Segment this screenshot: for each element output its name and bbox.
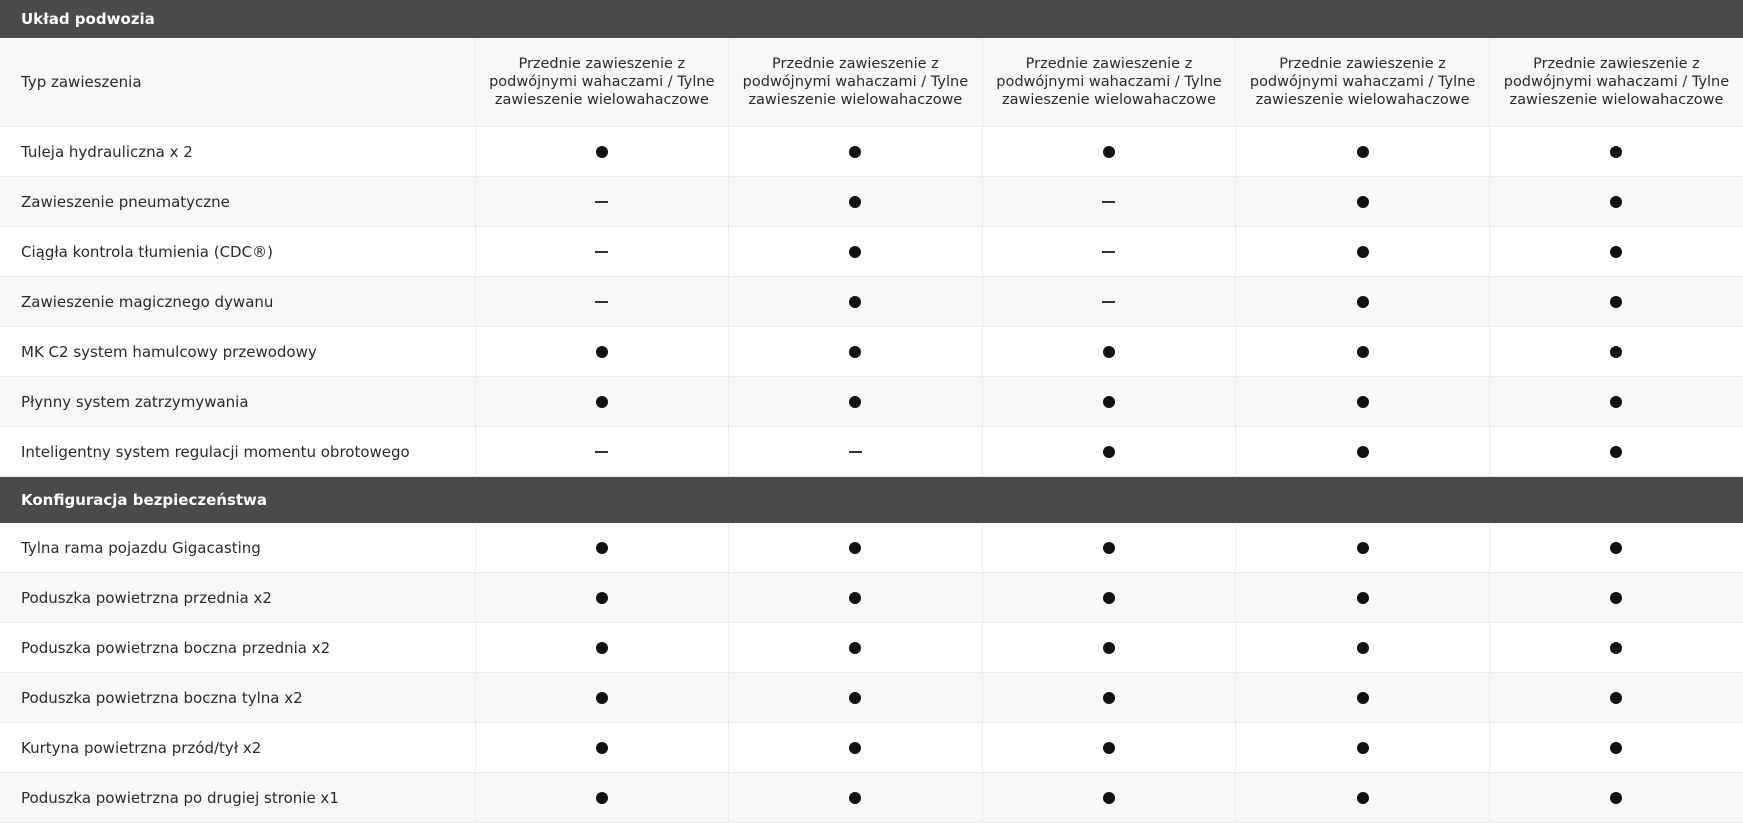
standard-dot-icon xyxy=(1610,146,1622,158)
standard-dot-icon xyxy=(1103,146,1115,158)
availability-cell xyxy=(982,227,1236,277)
availability-cell xyxy=(475,623,729,673)
availability-cell xyxy=(1489,773,1743,823)
availability-cell xyxy=(475,773,729,823)
availability-cell xyxy=(1236,773,1490,823)
standard-dot-icon xyxy=(596,692,608,704)
standard-dot-icon xyxy=(1103,742,1115,754)
availability-cell xyxy=(475,573,729,623)
standard-dot-icon xyxy=(1610,396,1622,408)
row-label: Tuleja hydrauliczna x 2 xyxy=(0,127,475,177)
standard-dot-icon xyxy=(1610,792,1622,804)
table-row xyxy=(0,623,1743,673)
spec-text-cell xyxy=(1236,38,1490,127)
row-label: Kurtyna powietrzna przód/tył x2 xyxy=(0,723,475,773)
spec-text-cell xyxy=(982,38,1236,127)
table-row xyxy=(0,327,1743,377)
availability-cell xyxy=(475,523,729,573)
availability-cell xyxy=(475,127,729,177)
spec-text-cell xyxy=(475,38,729,127)
table-row xyxy=(0,227,1743,277)
standard-dot-icon xyxy=(1357,792,1369,804)
row-label: Zawieszenie magicznego dywanu xyxy=(0,277,475,327)
row-label: MK C2 system hamulcowy przewodowy xyxy=(0,327,475,377)
row-label: Poduszka powietrzna boczna przednia x2 xyxy=(0,623,475,673)
availability-cell xyxy=(1489,573,1743,623)
standard-dot-icon xyxy=(1610,446,1622,458)
not-available-dash-icon xyxy=(595,301,608,303)
availability-cell xyxy=(982,623,1236,673)
row-label: Poduszka powietrzna przednia x2 xyxy=(0,573,475,623)
standard-dot-icon xyxy=(849,346,861,358)
spec-text-cell xyxy=(1489,38,1743,127)
not-available-dash-icon xyxy=(595,201,608,203)
availability-cell xyxy=(475,327,729,377)
standard-dot-icon xyxy=(1610,542,1622,554)
availability-cell xyxy=(1236,227,1490,277)
standard-dot-icon xyxy=(1357,346,1369,358)
availability-cell xyxy=(729,573,983,623)
table-row xyxy=(0,377,1743,427)
spec-text: Przednie zawieszenie z podwójnymi wahaczami / Tylne zawieszenie wielowahaczowe xyxy=(1249,56,1476,108)
standard-dot-icon xyxy=(1357,592,1369,604)
not-available-dash-icon xyxy=(1102,251,1115,253)
standard-dot-icon xyxy=(849,692,861,704)
availability-cell xyxy=(1489,127,1743,177)
availability-cell xyxy=(729,177,983,227)
standard-dot-icon xyxy=(1357,196,1369,208)
row-label: Inteligentny system regulacji momentu obrotowego xyxy=(0,427,475,477)
availability-cell xyxy=(1236,427,1490,477)
availability-cell xyxy=(982,573,1236,623)
availability-cell xyxy=(1236,573,1490,623)
availability-cell xyxy=(1236,523,1490,573)
availability-cell xyxy=(982,277,1236,327)
table-row xyxy=(0,177,1743,227)
standard-dot-icon xyxy=(1103,346,1115,358)
availability-cell xyxy=(982,723,1236,773)
availability-cell xyxy=(1489,277,1743,327)
availability-cell xyxy=(1489,523,1743,573)
not-available-dash-icon xyxy=(1102,301,1115,303)
availability-cell xyxy=(982,427,1236,477)
standard-dot-icon xyxy=(849,592,861,604)
availability-cell xyxy=(982,673,1236,723)
availability-cell xyxy=(729,127,983,177)
availability-cell xyxy=(1489,177,1743,227)
availability-cell xyxy=(1489,327,1743,377)
row-label: Ciągła kontrola tłumienia (CDC®) xyxy=(0,227,475,277)
row-label: Zawieszenie pneumatyczne xyxy=(0,177,475,227)
standard-dot-icon xyxy=(1610,692,1622,704)
spec-text: Przednie zawieszenie z podwójnymi wahaczami / Tylne zawieszenie wielowahaczowe xyxy=(742,56,969,108)
availability-cell xyxy=(1236,277,1490,327)
standard-dot-icon xyxy=(596,396,608,408)
standard-dot-icon xyxy=(849,146,861,158)
row-label: Poduszka powietrzna boczna tylna x2 xyxy=(0,673,475,723)
standard-dot-icon xyxy=(1103,642,1115,654)
standard-dot-icon xyxy=(1357,692,1369,704)
spec-text-cell xyxy=(729,38,983,127)
section-header-safety xyxy=(0,477,1743,524)
standard-dot-icon xyxy=(1357,542,1369,554)
standard-dot-icon xyxy=(596,742,608,754)
table-row xyxy=(0,277,1743,327)
availability-cell xyxy=(982,327,1236,377)
standard-dot-icon xyxy=(596,346,608,358)
table-row xyxy=(0,573,1743,623)
standard-dot-icon xyxy=(849,542,861,554)
standard-dot-icon xyxy=(1103,592,1115,604)
standard-dot-icon xyxy=(596,542,608,554)
availability-cell xyxy=(475,723,729,773)
availability-cell xyxy=(1236,673,1490,723)
spec-text: Przednie zawieszenie z podwójnymi wahaczami / Tylne zawieszenie wielowahaczowe xyxy=(996,56,1222,108)
availability-cell xyxy=(1236,127,1490,177)
standard-dot-icon xyxy=(1610,742,1622,754)
availability-cell xyxy=(982,773,1236,823)
availability-cell xyxy=(1489,673,1743,723)
standard-dot-icon xyxy=(1103,692,1115,704)
standard-dot-icon xyxy=(596,642,608,654)
standard-dot-icon xyxy=(1610,346,1622,358)
standard-dot-icon xyxy=(849,246,861,258)
not-available-dash-icon xyxy=(595,451,608,453)
table-row xyxy=(0,773,1743,823)
standard-dot-icon xyxy=(596,592,608,604)
availability-cell xyxy=(982,377,1236,427)
standard-dot-icon xyxy=(1610,196,1622,208)
standard-dot-icon xyxy=(1103,792,1115,804)
availability-cell xyxy=(475,227,729,277)
availability-cell xyxy=(982,177,1236,227)
table-row xyxy=(0,673,1743,723)
standard-dot-icon xyxy=(1610,642,1622,654)
standard-dot-icon xyxy=(596,146,608,158)
row-label: Tylna rama pojazdu Gigacasting xyxy=(0,523,475,573)
table-row xyxy=(0,523,1743,573)
availability-cell xyxy=(475,377,729,427)
section-header-chassis xyxy=(0,0,1743,38)
table-row xyxy=(0,723,1743,773)
standard-dot-icon xyxy=(1357,246,1369,258)
table-row xyxy=(0,127,1743,177)
availability-cell xyxy=(729,523,983,573)
availability-cell xyxy=(729,327,983,377)
standard-dot-icon xyxy=(849,396,861,408)
standard-dot-icon xyxy=(1610,296,1622,308)
row-label: Płynny system zatrzymywania xyxy=(0,377,475,427)
standard-dot-icon xyxy=(1610,592,1622,604)
standard-dot-icon xyxy=(1103,396,1115,408)
not-available-dash-icon xyxy=(1102,201,1115,203)
table-row xyxy=(0,427,1743,477)
standard-dot-icon xyxy=(1357,146,1369,158)
standard-dot-icon xyxy=(1103,542,1115,554)
availability-cell xyxy=(1236,327,1490,377)
standard-dot-icon xyxy=(1357,296,1369,308)
spec-text: Przednie zawieszenie z podwójnymi wahaczami / Tylne zawieszenie wielowahaczowe xyxy=(1503,56,1730,108)
availability-cell xyxy=(1236,177,1490,227)
availability-cell xyxy=(729,277,983,327)
standard-dot-icon xyxy=(849,196,861,208)
availability-cell xyxy=(729,773,983,823)
row-label: Poduszka powietrzna po drugiej stronie x1 xyxy=(0,773,475,823)
availability-cell xyxy=(1489,227,1743,277)
section-title: Układ podwozia xyxy=(0,0,1743,38)
availability-cell xyxy=(475,277,729,327)
table-row xyxy=(0,38,1743,127)
standard-dot-icon xyxy=(1103,446,1115,458)
standard-dot-icon xyxy=(849,742,861,754)
availability-cell xyxy=(729,723,983,773)
standard-dot-icon xyxy=(849,792,861,804)
standard-dot-icon xyxy=(849,296,861,308)
standard-dot-icon xyxy=(596,792,608,804)
availability-cell xyxy=(1489,377,1743,427)
availability-cell xyxy=(729,427,983,477)
standard-dot-icon xyxy=(1357,446,1369,458)
availability-cell xyxy=(729,227,983,277)
availability-cell xyxy=(982,127,1236,177)
availability-cell xyxy=(1489,623,1743,673)
availability-cell xyxy=(729,673,983,723)
availability-cell xyxy=(1489,427,1743,477)
availability-cell xyxy=(475,427,729,477)
not-available-dash-icon xyxy=(595,251,608,253)
availability-cell xyxy=(475,673,729,723)
standard-dot-icon xyxy=(1357,742,1369,754)
availability-cell xyxy=(1236,377,1490,427)
availability-cell xyxy=(982,523,1236,573)
availability-cell xyxy=(729,377,983,427)
standard-dot-icon xyxy=(1357,396,1369,408)
standard-dot-icon xyxy=(1357,642,1369,654)
not-available-dash-icon xyxy=(849,451,862,453)
availability-cell xyxy=(729,623,983,673)
standard-dot-icon xyxy=(849,642,861,654)
standard-dot-icon xyxy=(1610,246,1622,258)
section-title: Konfiguracja bezpieczeństwa xyxy=(0,477,1743,524)
row-label: Typ zawieszenia xyxy=(0,38,475,127)
availability-cell xyxy=(1489,723,1743,773)
spec-text: Przednie zawieszenie z podwójnymi wahaczami / Tylne zawieszenie wielowahaczowe xyxy=(489,56,715,108)
availability-cell xyxy=(1236,623,1490,673)
availability-cell xyxy=(1236,723,1490,773)
availability-cell xyxy=(475,177,729,227)
